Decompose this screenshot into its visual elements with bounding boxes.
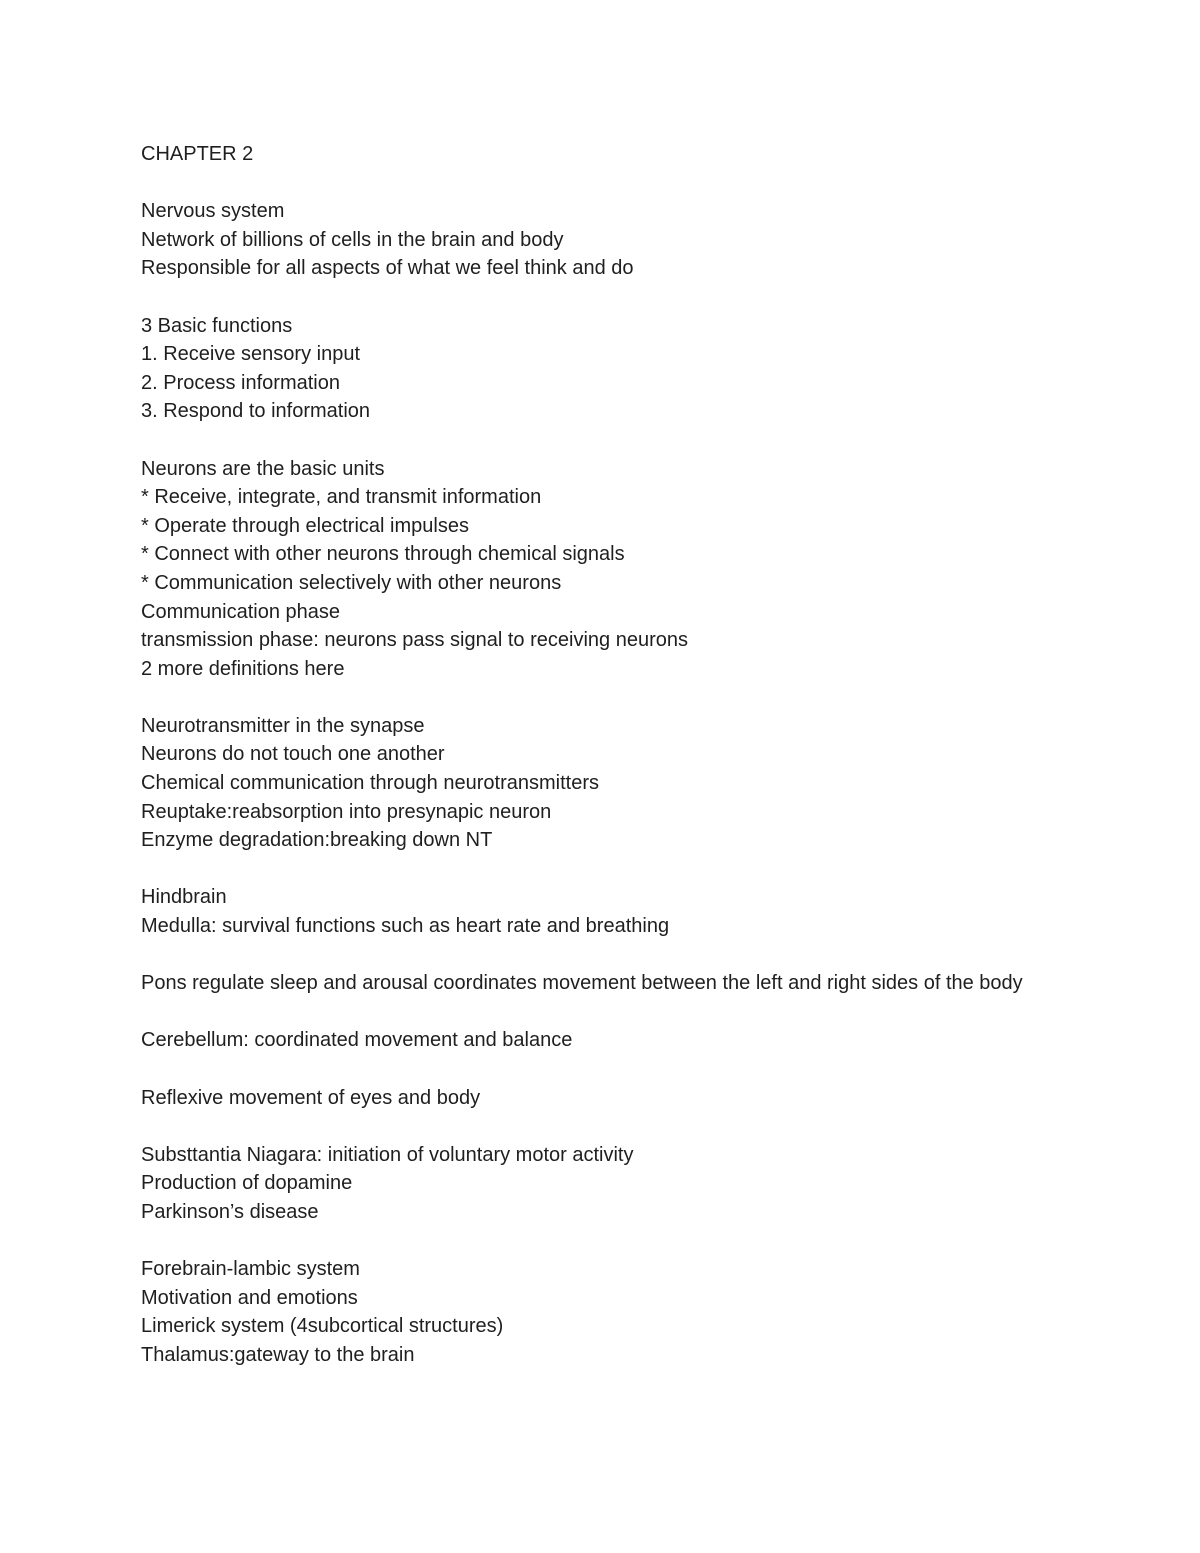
section-heading: Neurons are the basic units	[141, 457, 385, 480]
section-neurons	[141, 455, 1061, 684]
section-nervous-system	[141, 197, 1061, 283]
list-item: 2. Process information	[141, 371, 340, 394]
blank-line	[141, 283, 1061, 312]
text-line: Enzyme degradation:breaking down NT	[141, 829, 493, 852]
text-line: Network of billions of cells in the brain and body	[141, 228, 564, 251]
text-line: Motivation and emotions	[141, 1286, 358, 1309]
section-heading: 3 Basic functions	[141, 314, 293, 337]
blank-line	[141, 169, 1061, 198]
blank-line	[141, 426, 1061, 455]
section-substantia	[141, 1141, 1061, 1227]
text-line: Reflexive movement of eyes and body	[141, 1086, 481, 1109]
section-hindbrain	[141, 883, 1061, 940]
blank-line	[141, 941, 1061, 970]
text-line: Thalamus:gateway to the brain	[141, 1343, 415, 1366]
section-heading: Forebrain-lambic system	[141, 1258, 360, 1281]
document-body	[141, 140, 1061, 1370]
section-reflexive	[141, 1084, 1061, 1113]
section-heading: Hindbrain	[141, 886, 227, 909]
text-line: transmission phase: neurons pass signal to receiving neurons	[141, 629, 688, 652]
text-line: Communication phase	[141, 600, 340, 623]
bullet-item: * Operate through electrical impulses	[141, 514, 469, 537]
bullet-item: * Connect with other neurons through chemical signals	[141, 543, 625, 566]
text-line: Neurons do not touch one another	[141, 743, 445, 766]
text-line: Substtantia Niagara: initiation of voluntary motor activity	[141, 1143, 634, 1166]
section-cerebellum	[141, 1026, 1061, 1055]
text-line: 2 more definitions here	[141, 657, 345, 680]
blank-line	[141, 855, 1061, 884]
section-heading: Nervous system	[141, 200, 285, 223]
blank-line	[141, 998, 1061, 1027]
blank-line	[141, 1227, 1061, 1256]
text-line: Pons regulate sleep and arousal coordinates movement between the left and right sides of the body	[141, 972, 1023, 995]
text-line: Reuptake:reabsorption into presynapic neuron	[141, 800, 552, 823]
text-line: Parkinson’s disease	[141, 1200, 319, 1223]
section-pons	[141, 969, 1061, 998]
blank-line	[141, 1055, 1061, 1084]
chapter-heading: CHAPTER 2	[141, 143, 254, 165]
section-forebrain	[141, 1255, 1061, 1369]
text-line: Responsible for all aspects of what we feel think and do	[141, 257, 634, 280]
section-heading: Neurotransmitter in the synapse	[141, 714, 425, 737]
bullet-item: * Communication selectively with other neurons	[141, 571, 562, 594]
bullet-item: * Receive, integrate, and transmit information	[141, 486, 542, 509]
blank-line	[141, 1112, 1061, 1141]
text-line: Production of dopamine	[141, 1172, 353, 1195]
list-item: 1. Receive sensory input	[141, 343, 361, 366]
list-item: 3. Respond to information	[141, 400, 371, 423]
blank-line	[141, 683, 1061, 712]
section-neurotransmitter	[141, 712, 1061, 855]
text-line: Cerebellum: coordinated movement and balance	[141, 1029, 573, 1052]
text-line: Medulla: survival functions such as heart rate and breathing	[141, 915, 670, 938]
section-basic-functions	[141, 312, 1061, 426]
text-line: Chemical communication through neurotransmitters	[141, 772, 599, 795]
text-line: Limerick system (4subcortical structures)	[141, 1315, 504, 1338]
